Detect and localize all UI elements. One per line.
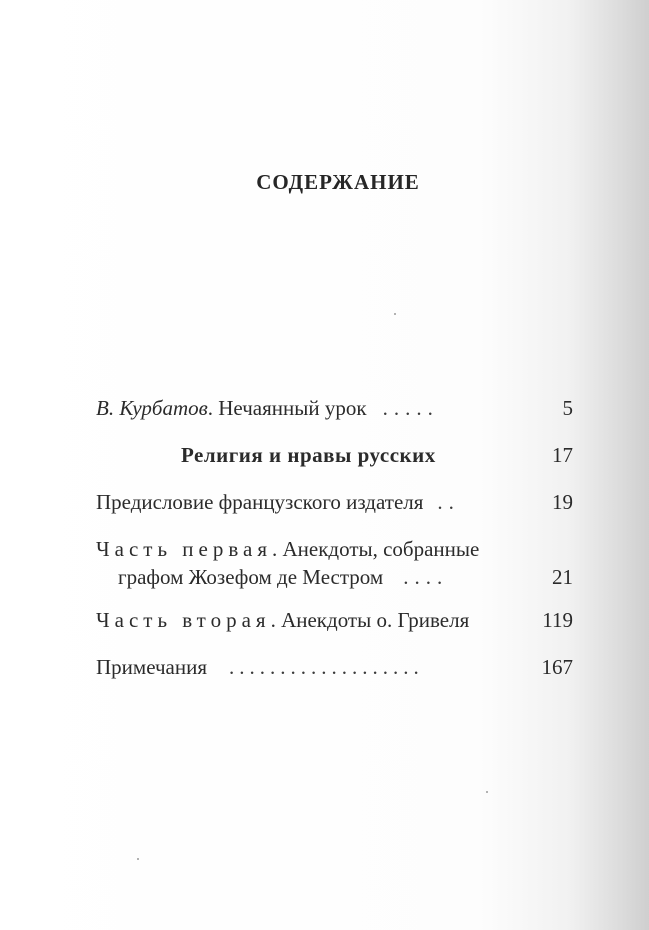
entry-part-label: Часть вторая — [96, 608, 271, 632]
entry-title: . Анекдоты о. Гривеля — [270, 608, 470, 632]
entry-page-number: 119 — [542, 608, 573, 632]
entry-title: . Нечаянный урок — [207, 396, 367, 420]
page-title: СОДЕРЖАНИЕ — [256, 170, 420, 194]
toc-entry-part-one — [96, 535, 573, 591]
entry-part-label: Часть первая — [96, 537, 272, 561]
entry-title: Предисловие французского издателя — [96, 490, 424, 514]
toc-entry-notes — [96, 653, 573, 681]
dot-leader: ..... — [382, 396, 439, 420]
dot-leader: .... — [403, 565, 449, 589]
paper-speck — [486, 791, 488, 793]
entry-page-number: 19 — [552, 490, 573, 514]
dot-leader: ................... — [229, 655, 424, 679]
entry-page-number: 17 — [552, 443, 573, 467]
entry-page-number: 5 — [562, 396, 573, 420]
entry-title: Примечания — [96, 655, 208, 679]
dot-leader: .. — [437, 490, 460, 514]
entry-page-number: 167 — [541, 655, 573, 679]
entry-title: . Анекдоты, собранные — [271, 537, 480, 561]
toc-entry-introduction — [96, 394, 573, 422]
paper-speck — [394, 313, 396, 315]
entry-page-number: 21 — [552, 565, 573, 589]
entry-author: В. Курбатов — [96, 396, 208, 420]
section-title: Религия и нравы русских — [181, 443, 436, 467]
toc-entry-preface — [96, 488, 573, 516]
entry-title-continuation: графом Жозефом де Местром — [118, 565, 384, 589]
toc-entry-part-two — [96, 606, 573, 634]
toc-entry-section — [96, 441, 573, 469]
paper-speck — [137, 858, 139, 860]
